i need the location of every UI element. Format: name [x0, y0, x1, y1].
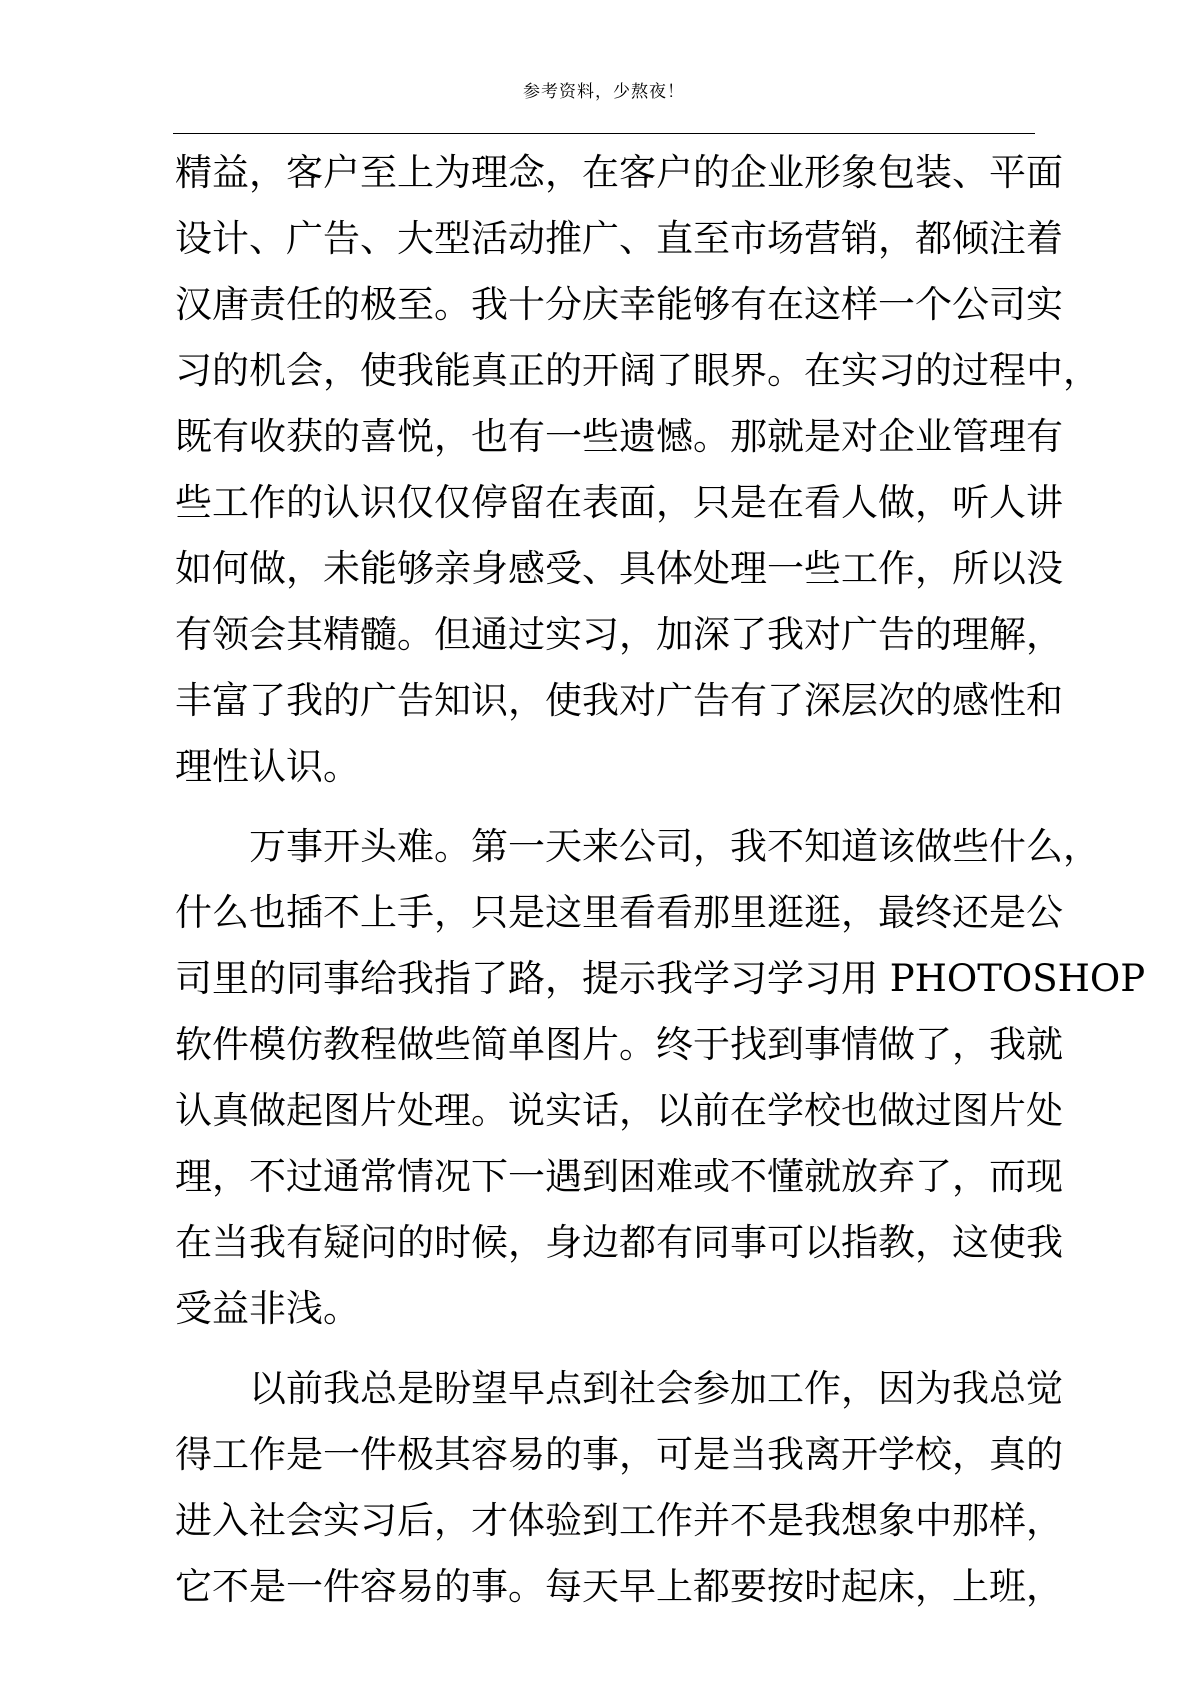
text-line: 认真做起图片处理。说实话，以前在学校也做过图片处 — [175, 1089, 1063, 1132]
text-line: 司里的同事给我指了路，提示我学习学习用 PHOTOSHOP — [175, 957, 1146, 1000]
paragraph-2 — [175, 814, 1146, 1342]
text-line: 以前我总是盼望早点到社会参加工作，因为我总觉 — [249, 1367, 1063, 1410]
header-rule — [173, 133, 1035, 134]
body-text — [175, 140, 1146, 1620]
text-line: 汉唐责任的极至。我十分庆幸能够有在这样一个公司实 — [175, 283, 1063, 326]
text-line: 既有收获的喜悦，也有一些遗憾。那就是对企业管理有 — [175, 415, 1063, 458]
text-line: 些工作的认识仅仅停留在表面，只是在看人做，听人讲 — [175, 481, 1063, 524]
text-line: 受益非浅。 — [175, 1287, 360, 1330]
text-line: 有领会其精髓。但通过实习，加深了我对广告的理解， — [175, 613, 1063, 656]
paragraph-spacing — [175, 800, 1037, 814]
text-line: 精益，客户至上为理念，在客户的企业形象包装、平面 — [175, 151, 1063, 194]
page-header: 参考资料，少熬夜！ — [523, 82, 685, 102]
text-line: 得工作是一件极其容易的事，可是当我离开学校，真的 — [175, 1433, 1063, 1476]
text-line: 如何做，未能够亲身感受、具体处理一些工作，所以没 — [175, 547, 1063, 590]
text-line: 万事开头难。第一天来公司，我不知道该做些什么， — [249, 825, 1100, 868]
text-line: 进入社会实习后，才体验到工作并不是我想象中那样， — [175, 1499, 1063, 1542]
paragraph-1 — [175, 140, 1100, 800]
text-line: 软件模仿教程做些简单图片。终于找到事情做了，我就 — [175, 1023, 1063, 1066]
text-line: 习的机会，使我能真正的开阔了眼界。在实习的过程中， — [175, 349, 1100, 392]
text-line: 在当我有疑问的时候，身边都有同事可以指教，这使我 — [175, 1221, 1063, 1264]
text-line: 理，不过通常情况下一遇到困难或不懂就放弃了，而现 — [175, 1155, 1063, 1198]
text-line: 理性认识。 — [175, 745, 360, 788]
paragraph-3 — [175, 1356, 1063, 1620]
text-line: 它不是一件容易的事。每天早上都要按时起床，上班， — [175, 1565, 1063, 1608]
text-line: 丰富了我的广告知识，使我对广告有了深层次的感性和 — [175, 679, 1063, 722]
text-line: 什么也插不上手，只是这里看看那里逛逛，最终还是公 — [175, 891, 1063, 934]
text-line: 设计、广告、大型活动推广、直至市场营销，都倾注着 — [175, 217, 1063, 260]
paragraph-spacing — [175, 1342, 1037, 1356]
